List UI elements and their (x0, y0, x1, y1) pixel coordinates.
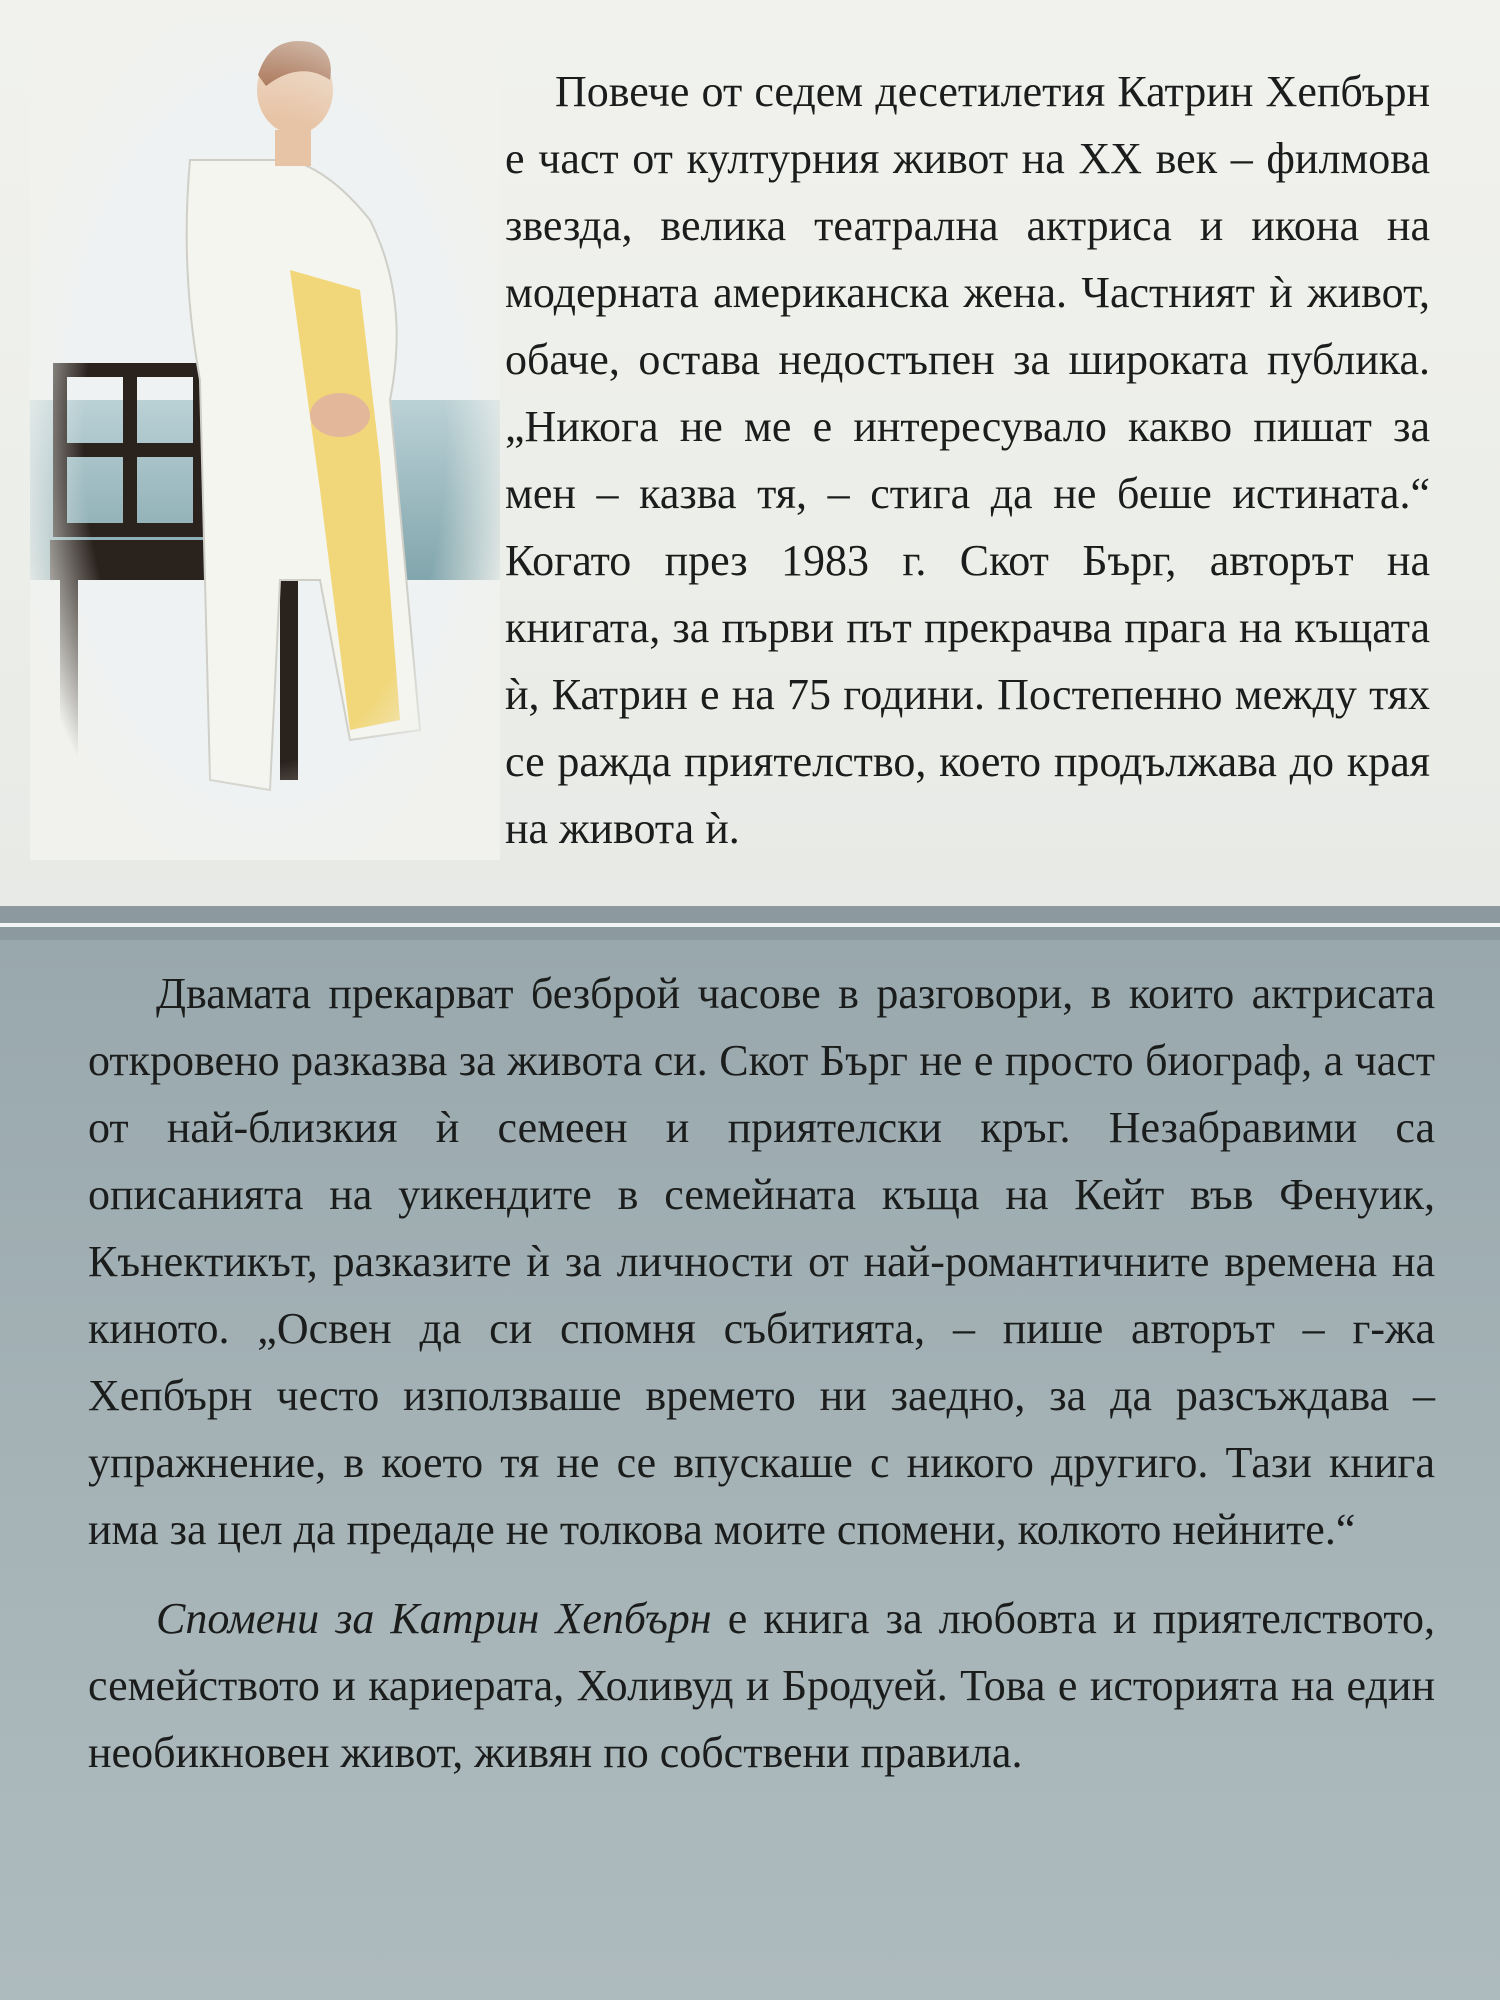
bottom-paragraph-1: Двамата прекарват безброй часове в разговори, в които актрисата откровено разказва за живота си. Скот Бърг не е просто биограф, а част от най-близкия ѝ семеен и приятелски кръг. Незабравими са описанията на уикендите в семейната къща на Кейт във Фенуик, Кънектикът, разказите ѝ за личности от най-романтичните времена на киното. „Освен да си спомня събитията, – пише авторът – г-жа Хепбърн често използваше времето ни заедно, за да разсъждава – упражнение, в което тя не се впускаше с никого другиго. Тази книга има за цел да предаде не толкова моите спомени, колкото нейните.“ (88, 969, 1435, 1554)
actress-photo (30, 20, 500, 860)
top-description (505, 58, 1430, 862)
top-paragraph: Повече от седем десетилетия Катрин Хепбърн е част от културния живот на XX век – филмова звезда, велика театрална актриса и икона на модерната американска жена. Частният ѝ живот, обаче, остава недостъпен за широката публика. „Никога не ме е интересувало какво пишат за мен – казва тя, – стига да не беше истината.“ Когато през 1983 г. Скот Бърг, авторът на книгата, за първи път прекрачва прага на къщата ѝ, Катрин е на 75 години. Постепенно между тях се ражда приятелство, което продължава до края на живота ѝ. (505, 67, 1430, 853)
bottom-paragraph-2-text: е книга за любовта и приятелството, семейството и кариерата, Холивуд и Бродуей. Това е историята на един необикновен живот, живян по собствени правила. (88, 1594, 1435, 1777)
bottom-paragraph-2 (88, 1585, 1435, 1786)
divider-line (0, 923, 1500, 927)
bottom-description (88, 960, 1435, 1786)
book-title: Спомени за Катрин Хепбърн (156, 1594, 712, 1643)
